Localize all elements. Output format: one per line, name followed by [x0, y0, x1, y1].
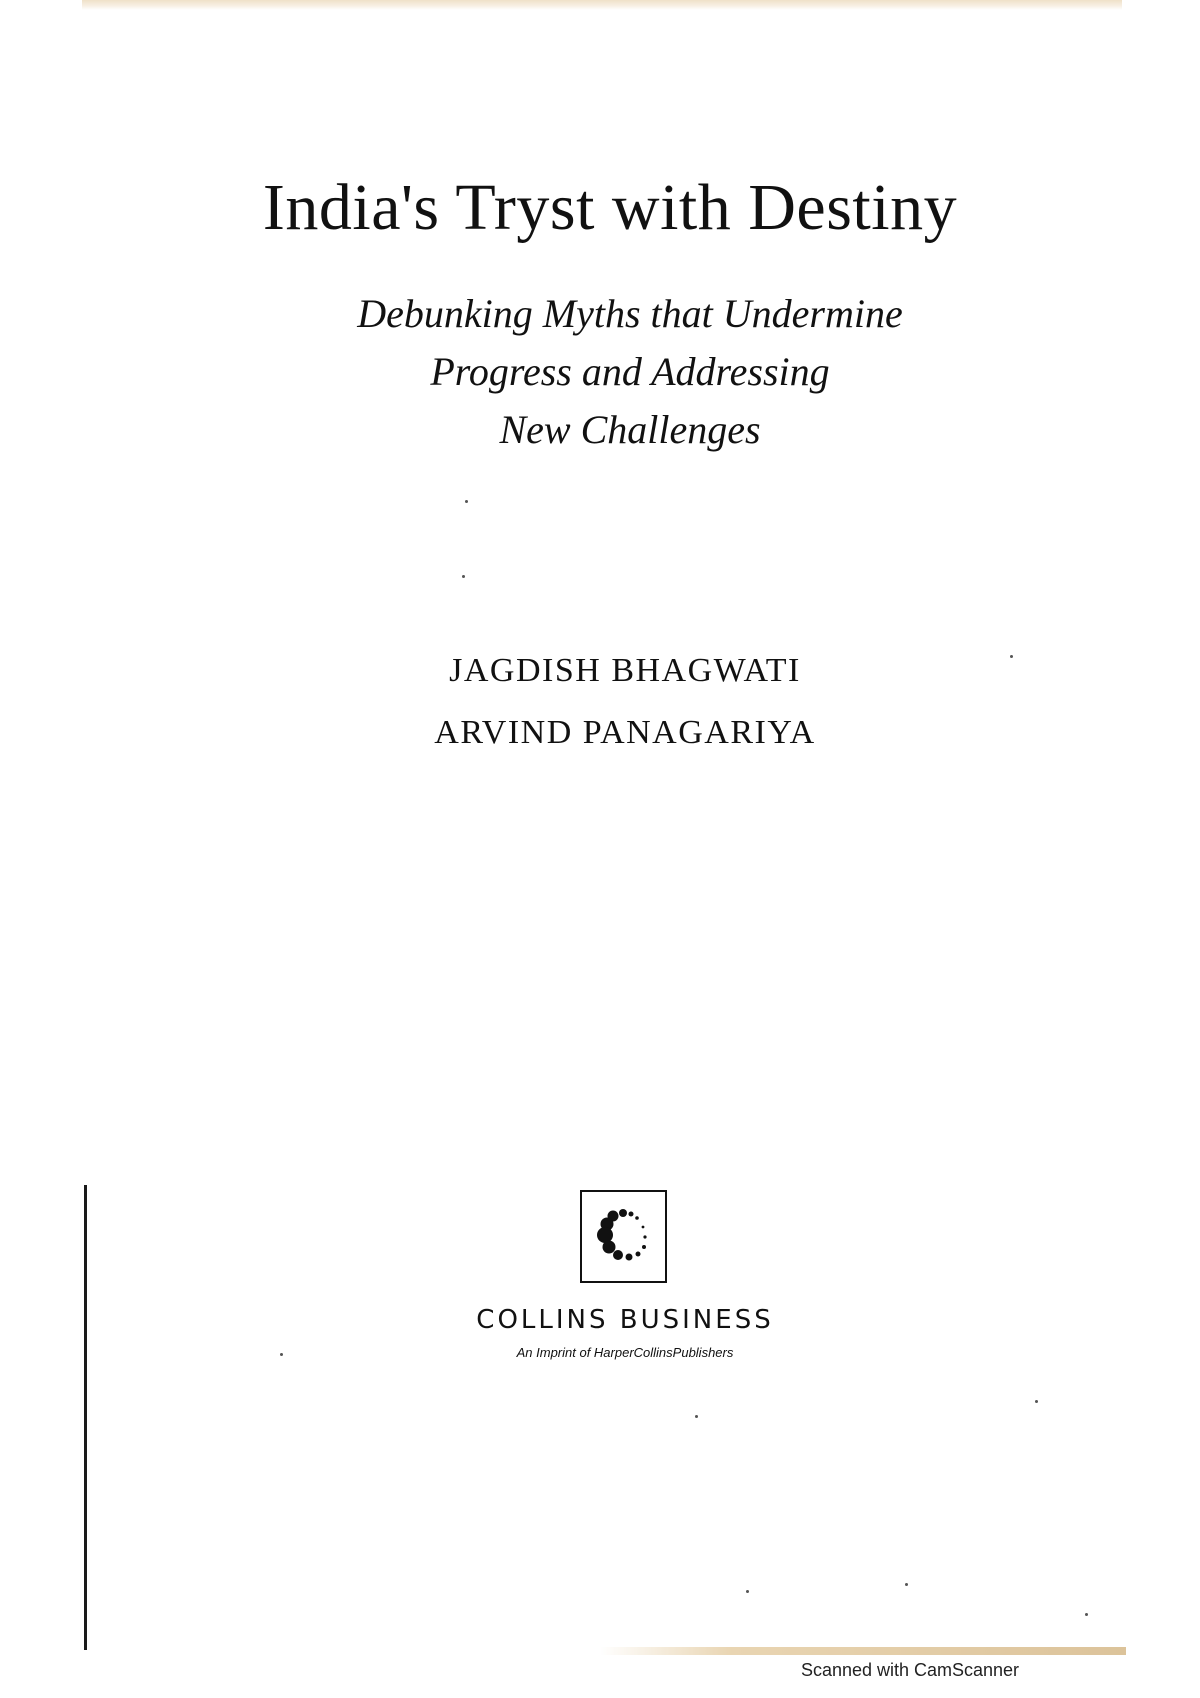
subtitle-line: New Challenges [499, 407, 761, 452]
scan-bottom-edge [600, 1647, 1126, 1655]
scan-top-edge [82, 0, 1122, 10]
author-name: ARVIND PANAGARIYA [434, 714, 816, 751]
scan-speck [462, 575, 465, 578]
scan-left-rule [84, 1185, 87, 1650]
scan-speck [746, 1590, 749, 1593]
publisher-imprint: An Imprint of HarperCollinsPublishers [516, 1345, 734, 1360]
scan-speck [1035, 1400, 1038, 1403]
book-subtitle [250, 285, 1010, 459]
author-list [300, 640, 950, 764]
subtitle-line: Debunking Myths that Undermine [357, 291, 903, 336]
scan-speck [465, 500, 468, 503]
scan-speck [280, 1353, 283, 1356]
scan-speck [905, 1583, 908, 1586]
scan-speck [695, 1415, 698, 1418]
book-title: India's Tryst with Destiny [262, 171, 958, 244]
collins-logo-icon [580, 1190, 667, 1283]
author-name: JAGDISH BHAGWATI [449, 652, 801, 689]
scanner-watermark: Scanned with CamScanner [800, 1660, 1020, 1680]
scan-speck [1010, 655, 1013, 658]
publisher-name: COLLINS BUSINESS [476, 1305, 774, 1335]
scan-speck [1085, 1613, 1088, 1616]
subtitle-line: Progress and Addressing [430, 349, 830, 394]
